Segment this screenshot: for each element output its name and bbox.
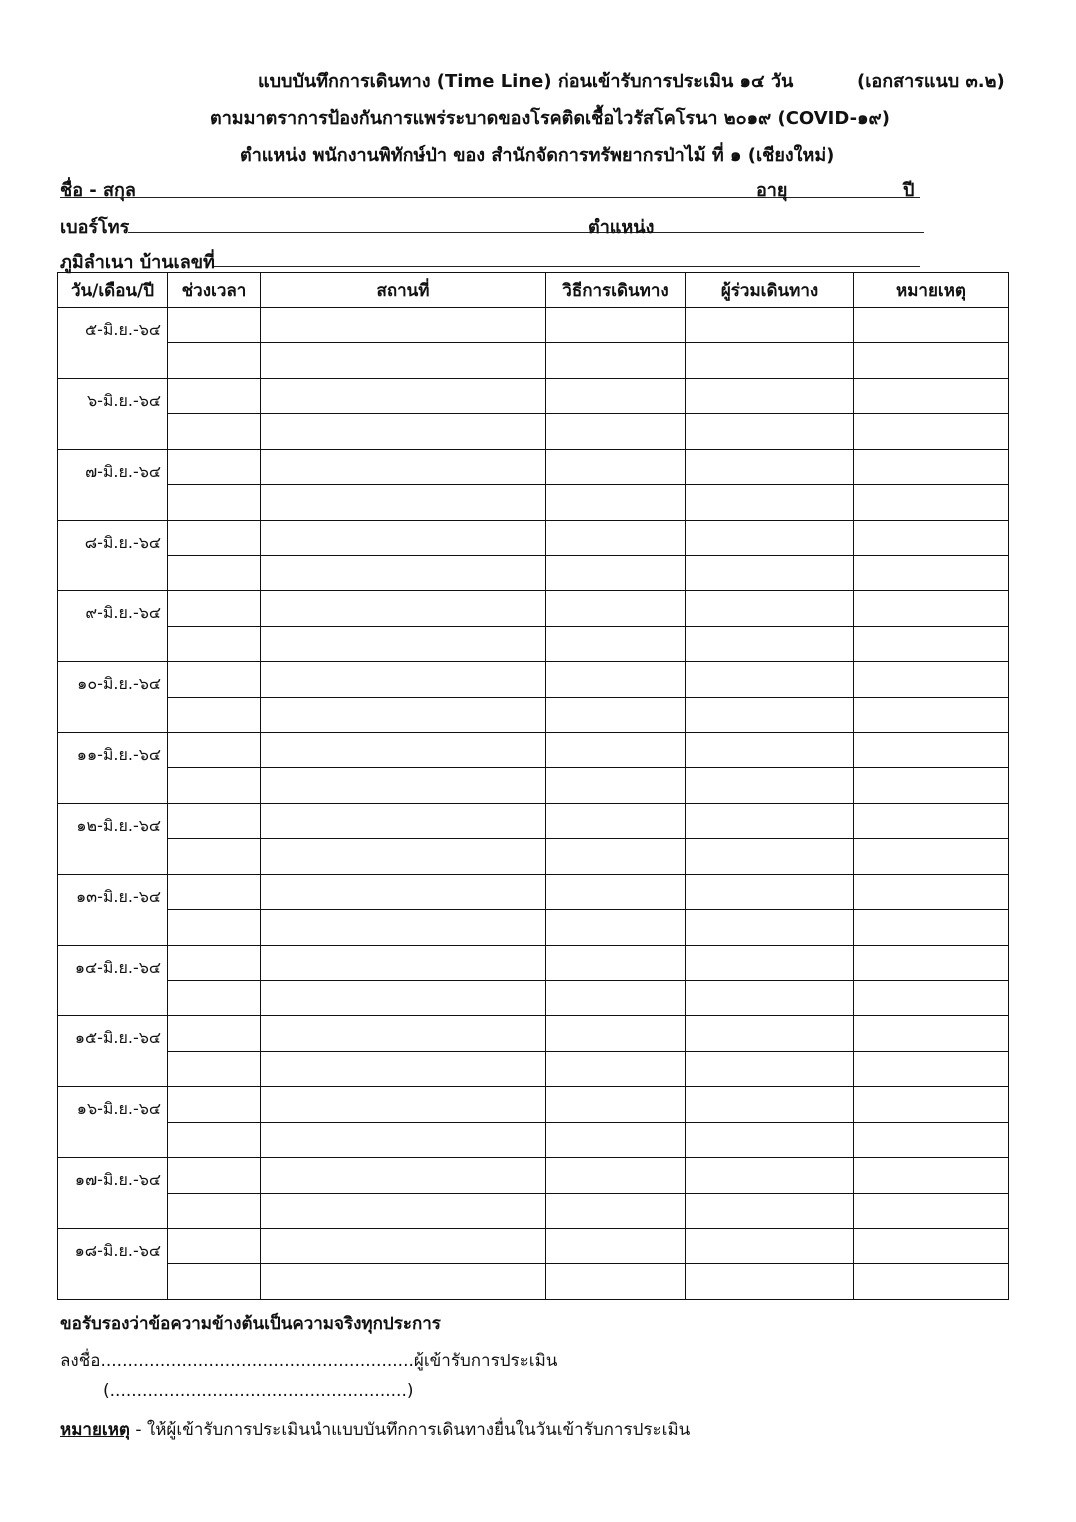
companions-cell[interactable] bbox=[686, 1016, 854, 1051]
date-cell: ๙-มิ.ย.-๖๔ bbox=[58, 591, 168, 662]
place-cell[interactable] bbox=[261, 1228, 546, 1263]
transport-cell[interactable] bbox=[546, 555, 686, 590]
time-cell[interactable] bbox=[168, 1228, 261, 1263]
companions-cell[interactable] bbox=[686, 733, 854, 768]
companions-cell[interactable] bbox=[686, 520, 854, 555]
table-row bbox=[58, 733, 1009, 768]
place-cell[interactable] bbox=[261, 378, 546, 413]
remarks-cell[interactable] bbox=[854, 1122, 1009, 1157]
companions-cell[interactable] bbox=[686, 910, 854, 945]
place-cell[interactable] bbox=[261, 1087, 546, 1122]
time-cell[interactable] bbox=[168, 803, 261, 838]
table-row bbox=[58, 1016, 1009, 1051]
table-row bbox=[58, 910, 1009, 945]
companions-cell[interactable] bbox=[686, 1051, 854, 1086]
time-cell[interactable] bbox=[168, 697, 261, 732]
table-row bbox=[58, 1228, 1009, 1263]
remarks-cell[interactable] bbox=[854, 520, 1009, 555]
time-cell[interactable] bbox=[168, 1016, 261, 1051]
remarks-cell[interactable] bbox=[854, 1016, 1009, 1051]
date-cell: ๑๗-มิ.ย.-๖๔ bbox=[58, 1158, 168, 1229]
date-cell: ๑๒-มิ.ย.-๖๔ bbox=[58, 803, 168, 874]
remarks-cell[interactable] bbox=[854, 803, 1009, 838]
date-cell: ๑๔-มิ.ย.-๖๔ bbox=[58, 945, 168, 1016]
time-cell[interactable] bbox=[168, 1051, 261, 1086]
time-cell[interactable] bbox=[168, 662, 261, 697]
table-row bbox=[58, 449, 1009, 484]
companions-cell[interactable] bbox=[686, 1193, 854, 1228]
transport-cell[interactable] bbox=[546, 697, 686, 732]
transport-cell[interactable] bbox=[546, 378, 686, 413]
place-cell[interactable] bbox=[261, 1193, 546, 1228]
place-cell[interactable] bbox=[261, 697, 546, 732]
time-cell[interactable] bbox=[168, 910, 261, 945]
place-cell[interactable] bbox=[261, 485, 546, 520]
place-cell[interactable] bbox=[261, 308, 546, 343]
place-cell[interactable] bbox=[261, 343, 546, 378]
companions-cell[interactable] bbox=[686, 839, 854, 874]
companions-cell[interactable] bbox=[686, 1264, 854, 1300]
form-subtitle: ตามมาตราการป้องกันการแพร่ระบาดของโรคติดเชื้อไวรัสโคโรนา ๒๐๑๙ (COVID-๑๙) bbox=[210, 108, 890, 129]
position-heading: ตำแหน่ง พนักงานพิทักษ์ป่า ของ สำนักจัดการทรัพยากรป่าไม้ ที่ ๑ (เชียงใหม่) bbox=[240, 145, 835, 166]
companions-cell[interactable] bbox=[686, 768, 854, 803]
header-transport: วิธีการเดินทาง bbox=[546, 273, 686, 308]
table-row bbox=[58, 839, 1009, 874]
remarks-cell[interactable] bbox=[854, 555, 1009, 590]
transport-cell[interactable] bbox=[546, 768, 686, 803]
remarks-cell[interactable] bbox=[854, 1158, 1009, 1193]
companions-cell[interactable] bbox=[686, 803, 854, 838]
companions-cell[interactable] bbox=[686, 308, 854, 343]
companions-cell[interactable] bbox=[686, 1087, 854, 1122]
transport-cell[interactable] bbox=[546, 1122, 686, 1157]
companions-cell[interactable] bbox=[686, 378, 854, 413]
companions-cell[interactable] bbox=[686, 874, 854, 909]
transport-cell[interactable] bbox=[546, 662, 686, 697]
remarks-cell[interactable] bbox=[854, 910, 1009, 945]
remarks-cell[interactable] bbox=[854, 945, 1009, 980]
table-row bbox=[58, 1087, 1009, 1122]
companions-cell[interactable] bbox=[686, 1228, 854, 1263]
table-row bbox=[58, 945, 1009, 980]
place-cell[interactable] bbox=[261, 555, 546, 590]
time-cell[interactable] bbox=[168, 1087, 261, 1122]
transport-cell[interactable] bbox=[546, 1193, 686, 1228]
place-cell[interactable] bbox=[261, 662, 546, 697]
form-title: แบบบันทึกการเดินทาง (Time Line) ก่อนเข้ารับการประเมิน ๑๔ วัน bbox=[258, 71, 794, 92]
remarks-cell[interactable] bbox=[854, 874, 1009, 909]
time-cell[interactable] bbox=[168, 839, 261, 874]
date-cell: ๑๓-มิ.ย.-๖๔ bbox=[58, 874, 168, 945]
place-cell[interactable] bbox=[261, 1158, 546, 1193]
remarks-cell[interactable] bbox=[854, 768, 1009, 803]
table-row bbox=[58, 874, 1009, 909]
remarks-cell[interactable] bbox=[854, 1087, 1009, 1122]
time-cell[interactable] bbox=[168, 626, 261, 661]
date-cell: ๗-มิ.ย.-๖๔ bbox=[58, 449, 168, 520]
companions-cell[interactable] bbox=[686, 555, 854, 590]
transport-cell[interactable] bbox=[546, 1158, 686, 1193]
signature-name-parentheses[interactable]: (.......................................................) bbox=[103, 1381, 414, 1401]
transport-cell[interactable] bbox=[546, 520, 686, 555]
transport-cell[interactable] bbox=[546, 1264, 686, 1300]
note-label: หมายเหตุ bbox=[60, 1420, 130, 1440]
table-row bbox=[58, 520, 1009, 555]
table-row bbox=[58, 1122, 1009, 1157]
remarks-cell[interactable] bbox=[854, 308, 1009, 343]
time-cell[interactable] bbox=[168, 378, 261, 413]
time-cell[interactable] bbox=[168, 1158, 261, 1193]
companions-cell[interactable] bbox=[686, 626, 854, 661]
transport-cell[interactable] bbox=[546, 874, 686, 909]
time-cell[interactable] bbox=[168, 1193, 261, 1228]
transport-cell[interactable] bbox=[546, 981, 686, 1016]
transport-cell[interactable] bbox=[546, 1087, 686, 1122]
remarks-cell[interactable] bbox=[854, 343, 1009, 378]
time-cell[interactable] bbox=[168, 485, 261, 520]
table-row bbox=[58, 591, 1009, 626]
time-cell[interactable] bbox=[168, 520, 261, 555]
place-cell[interactable] bbox=[261, 591, 546, 626]
place-cell[interactable] bbox=[261, 414, 546, 449]
table-row bbox=[58, 662, 1009, 697]
time-cell[interactable] bbox=[168, 591, 261, 626]
transport-cell[interactable] bbox=[546, 839, 686, 874]
time-cell[interactable] bbox=[168, 414, 261, 449]
name-field[interactable] bbox=[60, 197, 920, 198]
table-row bbox=[58, 1264, 1009, 1300]
remarks-cell[interactable] bbox=[854, 981, 1009, 1016]
transport-cell[interactable] bbox=[546, 414, 686, 449]
table-row bbox=[58, 697, 1009, 732]
time-cell[interactable] bbox=[168, 555, 261, 590]
table-row bbox=[58, 378, 1009, 413]
remarks-cell[interactable] bbox=[854, 626, 1009, 661]
date-cell: ๖-มิ.ย.-๖๔ bbox=[58, 378, 168, 449]
time-cell[interactable] bbox=[168, 874, 261, 909]
table-row bbox=[58, 981, 1009, 1016]
table-row bbox=[58, 414, 1009, 449]
companions-cell[interactable] bbox=[686, 343, 854, 378]
place-cell[interactable] bbox=[261, 910, 546, 945]
remarks-cell[interactable] bbox=[854, 1193, 1009, 1228]
remarks-cell[interactable] bbox=[854, 697, 1009, 732]
remarks-cell[interactable] bbox=[854, 414, 1009, 449]
remarks-cell[interactable] bbox=[854, 449, 1009, 484]
companions-cell[interactable] bbox=[686, 945, 854, 980]
place-cell[interactable] bbox=[261, 1122, 546, 1157]
transport-cell[interactable] bbox=[546, 733, 686, 768]
remarks-cell[interactable] bbox=[854, 1228, 1009, 1263]
time-cell[interactable] bbox=[168, 768, 261, 803]
table-row bbox=[58, 485, 1009, 520]
transport-cell[interactable] bbox=[546, 591, 686, 626]
remarks-cell[interactable] bbox=[854, 662, 1009, 697]
transport-cell[interactable] bbox=[546, 803, 686, 838]
time-cell[interactable] bbox=[168, 1122, 261, 1157]
time-cell[interactable] bbox=[168, 449, 261, 484]
transport-cell[interactable] bbox=[546, 626, 686, 661]
place-cell[interactable] bbox=[261, 626, 546, 661]
companions-cell[interactable] bbox=[686, 414, 854, 449]
place-cell[interactable] bbox=[261, 874, 546, 909]
phone-field[interactable] bbox=[128, 232, 924, 233]
date-cell: ๘-มิ.ย.-๖๔ bbox=[58, 520, 168, 591]
table-row bbox=[58, 1193, 1009, 1228]
year-label: ปี bbox=[903, 180, 915, 201]
place-cell[interactable] bbox=[261, 1264, 546, 1300]
certification-text: ขอรับรองว่าข้อความข้างต้นเป็นความจริงทุกประการ bbox=[60, 1314, 441, 1334]
companions-cell[interactable] bbox=[686, 485, 854, 520]
transport-cell[interactable] bbox=[546, 485, 686, 520]
table-row bbox=[58, 343, 1009, 378]
companions-cell[interactable] bbox=[686, 591, 854, 626]
remarks-cell[interactable] bbox=[854, 1051, 1009, 1086]
table-row bbox=[58, 803, 1009, 838]
date-cell: ๑๖-มิ.ย.-๖๔ bbox=[58, 1087, 168, 1158]
name-label: ชื่อ - สกุล bbox=[60, 180, 136, 201]
place-cell[interactable] bbox=[261, 733, 546, 768]
note-text: - ให้ผู้เข้ารับการประเมินนำแบบบันทึกการเดินทางยื่นในวันเข้ารับการประเมิน bbox=[129, 1420, 691, 1440]
time-cell[interactable] bbox=[168, 1264, 261, 1300]
phone-label: เบอร์โทร bbox=[60, 217, 130, 238]
timeline-table bbox=[57, 272, 1009, 1300]
remarks-cell[interactable] bbox=[854, 839, 1009, 874]
age-label: อายุ bbox=[756, 180, 788, 201]
place-cell[interactable] bbox=[261, 1051, 546, 1086]
time-cell[interactable] bbox=[168, 733, 261, 768]
companions-cell[interactable] bbox=[686, 449, 854, 484]
header-companions: ผู้ร่วมเดินทาง bbox=[686, 273, 854, 308]
table-row bbox=[58, 308, 1009, 343]
table-header-row bbox=[58, 273, 1009, 308]
time-cell[interactable] bbox=[168, 981, 261, 1016]
header-time: ช่วงเวลา bbox=[168, 273, 261, 308]
companions-cell[interactable] bbox=[686, 662, 854, 697]
table-row bbox=[58, 626, 1009, 661]
place-cell[interactable] bbox=[261, 768, 546, 803]
companions-cell[interactable] bbox=[686, 1122, 854, 1157]
place-cell[interactable] bbox=[261, 981, 546, 1016]
remarks-cell[interactable] bbox=[854, 485, 1009, 520]
place-cell[interactable] bbox=[261, 520, 546, 555]
companions-cell[interactable] bbox=[686, 981, 854, 1016]
hometown-label: ภูมิลำเนา บ้านเลขที่ bbox=[60, 252, 215, 273]
transport-cell[interactable] bbox=[546, 308, 686, 343]
remarks-cell[interactable] bbox=[854, 1264, 1009, 1300]
transport-cell[interactable] bbox=[546, 1228, 686, 1263]
signature-line[interactable]: ลงชื่อ..........................................................ผู้เข้ารับการประเมิน bbox=[60, 1351, 558, 1371]
time-cell[interactable] bbox=[168, 308, 261, 343]
date-cell: ๕-มิ.ย.-๖๔ bbox=[58, 308, 168, 379]
date-cell: ๑๐-มิ.ย.-๖๔ bbox=[58, 662, 168, 733]
remarks-cell[interactable] bbox=[854, 591, 1009, 626]
table-row bbox=[58, 555, 1009, 590]
place-cell[interactable] bbox=[261, 945, 546, 980]
remarks-cell[interactable] bbox=[854, 733, 1009, 768]
place-cell[interactable] bbox=[261, 803, 546, 838]
table-row bbox=[58, 1158, 1009, 1193]
transport-cell[interactable] bbox=[546, 1016, 686, 1051]
transport-cell[interactable] bbox=[546, 449, 686, 484]
date-cell: ๑๕-มิ.ย.-๖๔ bbox=[58, 1016, 168, 1087]
hometown-field[interactable] bbox=[214, 266, 920, 267]
header-date: วัน/เดือน/ปี bbox=[58, 273, 168, 308]
transport-cell[interactable] bbox=[546, 945, 686, 980]
date-cell: ๑๘-มิ.ย.-๖๔ bbox=[58, 1228, 168, 1299]
header-place: สถานที่ bbox=[261, 273, 546, 308]
transport-cell[interactable] bbox=[546, 1051, 686, 1086]
companions-cell[interactable] bbox=[686, 1158, 854, 1193]
remarks-cell[interactable] bbox=[854, 378, 1009, 413]
place-cell[interactable] bbox=[261, 839, 546, 874]
header-remarks: หมายเหตุ bbox=[854, 273, 1009, 308]
companions-cell[interactable] bbox=[686, 697, 854, 732]
place-cell[interactable] bbox=[261, 449, 546, 484]
table-row bbox=[58, 768, 1009, 803]
place-cell[interactable] bbox=[261, 1016, 546, 1051]
note-line bbox=[60, 1416, 690, 1443]
transport-cell[interactable] bbox=[546, 910, 686, 945]
table-row bbox=[58, 1051, 1009, 1086]
time-cell[interactable] bbox=[168, 945, 261, 980]
time-cell[interactable] bbox=[168, 343, 261, 378]
attachment-label: (เอกสารแนบ ๓.๒) bbox=[857, 71, 1005, 92]
position-label: ตำแหน่ง bbox=[588, 217, 655, 238]
transport-cell[interactable] bbox=[546, 343, 686, 378]
date-cell: ๑๑-มิ.ย.-๖๔ bbox=[58, 733, 168, 804]
